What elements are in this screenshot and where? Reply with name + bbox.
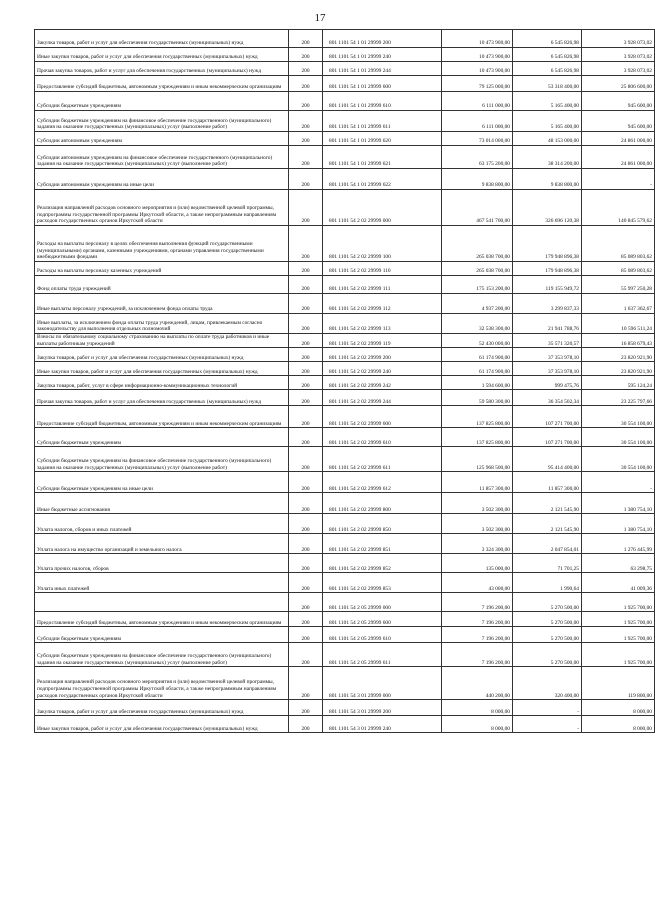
table-row	[35, 276, 655, 294]
row-code: 801 1101 54 2 02 29999 853	[323, 573, 442, 593]
row-amount-approved: 440 200,00	[442, 667, 513, 700]
row-name: Взносы по обязательному социальному страхованию на выплаты по оплате труда работников и иные выплаты работникам учреждений	[35, 334, 289, 348]
row-vid: 200	[289, 612, 323, 627]
row-code: 801 1101 54 2 02 29999 119	[323, 334, 442, 348]
row-amount-approved: 61 174 900,00	[442, 362, 513, 376]
row-vid: 200	[289, 716, 323, 733]
table-row	[35, 226, 655, 262]
row-amount-remaining: 30 554 100,00	[582, 428, 655, 447]
row-amount-remaining: 30 554 100,00	[582, 447, 655, 472]
row-code: 801 1101 54 2 02 29999 612	[323, 472, 442, 493]
table-row	[35, 132, 655, 146]
row-amount-approved: 10 473 900,00	[442, 48, 513, 62]
row-amount-remaining: 3 928 073,02	[582, 62, 655, 76]
row-name: Прочая закупка товаров, работ и услуг для обеспечения государственных (муниципальных) нужд	[35, 390, 289, 406]
row-amount-executed: 179 948 896,38	[513, 226, 582, 262]
row-vid: 200	[289, 667, 323, 700]
row-amount-remaining: 85 089 803,62	[582, 226, 655, 262]
row-amount-remaining: 8 000,00	[582, 700, 655, 716]
row-amount-approved: 1 594 600,00	[442, 376, 513, 390]
table-row	[35, 667, 655, 700]
row-amount-executed: 5 165 400,00	[513, 92, 582, 111]
row-code: 801 1101 54 2 02 29999 244	[323, 390, 442, 406]
row-amount-executed: 1 990,64	[513, 573, 582, 593]
row-amount-executed: 6 545 826,98	[513, 62, 582, 76]
row-code: 801 1101 54 2 02 29999 111	[323, 276, 442, 294]
row-code: 801 1101 54 2 02 29999 112	[323, 294, 442, 314]
row-vid: 200	[289, 573, 323, 593]
row-amount-approved: 11 857 300,00	[442, 472, 513, 493]
row-vid: 200	[289, 30, 323, 48]
row-vid: 200	[289, 447, 323, 472]
row-code: 801 1101 54 2 02 29999 852	[323, 554, 442, 573]
table-row	[35, 76, 655, 92]
row-amount-executed: 5 165 400,00	[513, 111, 582, 132]
page-number: 17	[314, 12, 326, 24]
row-code: 801 1101 54 2 05 29999 600	[323, 612, 442, 627]
row-code: 801 1101 54 2 02 29999 200	[323, 348, 442, 362]
row-name: Субсидии автономным учреждениям на финансовое обеспечение государственного (муниципального) задания на оказание государственных (муниципальных) услуг (выполнение работ)	[35, 146, 289, 169]
row-amount-executed: 2 121 545,90	[513, 514, 582, 534]
row-name: Иные закупки товаров, работ и услуг для обеспечения государственных (муниципальных) нужд	[35, 716, 289, 733]
row-vid: 200	[289, 132, 323, 146]
row-amount-approved: 4 937 200,00	[442, 294, 513, 314]
row-code: 801 1101 54 1 01 29999 621	[323, 146, 442, 169]
row-vid: 200	[289, 76, 323, 92]
table-row	[35, 390, 655, 406]
row-amount-executed: 38 314 200,00	[513, 146, 582, 169]
table-row	[35, 472, 655, 493]
row-amount-executed: 5 270 500,00	[513, 643, 582, 667]
row-name: Расходы на выплаты персоналу в целях обеспечения выполнения функций государственными (муниципальными) органами, казенными учреждениями, органами управления государственными внебюджетными фондами	[35, 226, 289, 262]
table-row	[35, 700, 655, 716]
row-vid: 200	[289, 700, 323, 716]
row-amount-approved: 9 838 800,00	[442, 169, 513, 190]
row-amount-approved: 265 038 700,00	[442, 262, 513, 276]
row-name: Закупка товаров, работ и услуг для обеспечения государственных (муниципальных) нужд	[35, 700, 289, 716]
row-amount-approved: 7 196 200,00	[442, 627, 513, 643]
row-amount-executed: 2 121 545,90	[513, 493, 582, 514]
table-row	[35, 146, 655, 169]
table-row	[35, 314, 655, 334]
table-row	[35, 716, 655, 733]
row-amount-remaining: 945 600,00	[582, 111, 655, 132]
table-row	[35, 294, 655, 314]
row-amount-remaining: 41 009,36	[582, 573, 655, 593]
table-row	[35, 92, 655, 111]
row-amount-approved: 137 825 800,00	[442, 428, 513, 447]
row-vid: 200	[289, 362, 323, 376]
row-name: Уплата налога на имущество организаций и земельного налога	[35, 534, 289, 554]
row-amount-executed: 107 271 700,00	[513, 406, 582, 428]
row-name: Предоставление субсидий бюджетным, автономным учреждениям и иным некоммерческим организациям	[35, 406, 289, 428]
row-code: 801 1101 54 2 02 29999 242	[323, 376, 442, 390]
row-code: 801 1101 54 1 01 29999 611	[323, 111, 442, 132]
row-code: 801 1101 54 2 02 29999 000	[323, 190, 442, 226]
row-vid: 200	[289, 111, 323, 132]
table-row	[35, 111, 655, 132]
row-name: Субсидии бюджетным учреждениям	[35, 627, 289, 643]
row-amount-executed: 53 318 400,00	[513, 76, 582, 92]
row-amount-remaining: 24 861 000,00	[582, 132, 655, 146]
row-amount-remaining: 23 820 921,90	[582, 348, 655, 362]
table-row	[35, 169, 655, 190]
row-name: Субсидии бюджетным учреждениям	[35, 92, 289, 111]
row-code: 801 1101 54 2 02 29999 611	[323, 447, 442, 472]
row-amount-executed: 37 353 978,10	[513, 348, 582, 362]
row-vid: 200	[289, 348, 323, 362]
row-amount-approved: 59 580 300,00	[442, 390, 513, 406]
row-amount-remaining: 1 637 362,67	[582, 294, 655, 314]
budget-execution-table	[34, 29, 655, 733]
row-amount-approved: 137 825 800,00	[442, 406, 513, 428]
row-amount-executed: 2 047 854,01	[513, 534, 582, 554]
row-vid: 200	[289, 226, 323, 262]
row-amount-remaining: 23 820 921,90	[582, 362, 655, 376]
row-code: 801 1101 54 2 02 29999 610	[323, 428, 442, 447]
row-code: 801 1101 54 2 05 29999 610	[323, 627, 442, 643]
row-amount-executed: 48 153 000,00	[513, 132, 582, 146]
row-amount-executed: 320 400,00	[513, 667, 582, 700]
row-code: 801 1101 54 3 01 29999 240	[323, 716, 442, 733]
row-vid: 200	[289, 62, 323, 76]
table-body	[35, 30, 655, 733]
row-name: Прочая закупка товаров, работ и услуг для обеспечения государственных (муниципальных) нужд	[35, 62, 289, 76]
row-code: 801 1101 54 1 01 29999 600	[323, 76, 442, 92]
table-row	[35, 262, 655, 276]
row-name: Иные бюджетные ассигнования	[35, 493, 289, 514]
row-amount-executed: 6 545 826,98	[513, 30, 582, 48]
row-amount-remaining: 945 600,00	[582, 92, 655, 111]
row-amount-executed: 3 299 837,33	[513, 294, 582, 314]
row-amount-approved: 467 541 700,00	[442, 190, 513, 226]
row-amount-approved: 73 014 000,00	[442, 132, 513, 146]
row-amount-approved: 125 968 500,00	[442, 447, 513, 472]
row-amount-remaining: 85 089 803,62	[582, 262, 655, 276]
row-amount-remaining: 1 925 700,00	[582, 593, 655, 612]
table-row	[35, 48, 655, 62]
row-amount-executed: 9 838 800,00	[513, 169, 582, 190]
row-amount-remaining: -	[582, 169, 655, 190]
row-name: Субсидии бюджетным учреждениям на иные цели	[35, 472, 289, 493]
row-name	[35, 593, 289, 612]
row-code: 801 1101 54 1 01 29999 244	[323, 62, 442, 76]
row-amount-approved: 175 153 200,00	[442, 276, 513, 294]
row-vid: 200	[289, 593, 323, 612]
row-amount-executed: 5 270 500,00	[513, 593, 582, 612]
table-row	[35, 627, 655, 643]
row-vid: 200	[289, 334, 323, 348]
row-amount-executed: 71 701,25	[513, 554, 582, 573]
row-amount-executed: 999 475,76	[513, 376, 582, 390]
row-amount-remaining: 1 380 754,10	[582, 493, 655, 514]
row-amount-approved: 10 473 900,00	[442, 30, 513, 48]
row-amount-remaining: 1 925 700,00	[582, 643, 655, 667]
table-row	[35, 593, 655, 612]
row-amount-executed: 6 545 826,98	[513, 48, 582, 62]
row-name: Субсидии бюджетным учреждениям	[35, 428, 289, 447]
row-amount-executed: 95 414 400,00	[513, 447, 582, 472]
row-name: Предоставление субсидий бюджетным, автономным учреждениям и иным некоммерческим организациям	[35, 612, 289, 627]
table-row	[35, 376, 655, 390]
table-row	[35, 514, 655, 534]
row-name: Уплата иных платежей	[35, 573, 289, 593]
row-amount-remaining: 140 845 579,62	[582, 190, 655, 226]
row-code: 801 1101 54 2 02 29999 851	[323, 534, 442, 554]
row-vid: 200	[289, 169, 323, 190]
table-row	[35, 493, 655, 514]
table-row	[35, 334, 655, 348]
row-name: Субсидии бюджетным учреждениям на финансовое обеспечение государственного (муниципального) задания на оказание государственных (муниципальных) услуг (выполнение работ)	[35, 111, 289, 132]
row-amount-remaining: 25 806 600,00	[582, 76, 655, 92]
row-amount-executed: 119 155 949,72	[513, 276, 582, 294]
row-amount-executed: 36 354 502,34	[513, 390, 582, 406]
row-name: Иные выплаты персоналу учреждений, за исключением фонда оплаты труда	[35, 294, 289, 314]
row-amount-approved: 8 000,00	[442, 700, 513, 716]
row-amount-approved: 79 125 000,00	[442, 76, 513, 92]
row-amount-remaining: 55 997 250,28	[582, 276, 655, 294]
row-amount-remaining: 1 925 700,00	[582, 627, 655, 643]
row-amount-remaining: 23 225 797,66	[582, 390, 655, 406]
row-amount-remaining: 30 554 100,00	[582, 406, 655, 428]
row-vid: 200	[289, 514, 323, 534]
row-amount-approved: 63 175 200,00	[442, 146, 513, 169]
row-amount-remaining: 1 380 754,10	[582, 514, 655, 534]
row-amount-executed: 326 696 120,38	[513, 190, 582, 226]
row-amount-approved: 3 502 300,00	[442, 493, 513, 514]
row-code: 801 1101 54 1 01 29999 240	[323, 48, 442, 62]
row-amount-approved: 7 196 200,00	[442, 593, 513, 612]
row-code: 801 1101 54 2 02 29999 113	[323, 314, 442, 334]
row-code: 801 1101 54 2 05 29999 000	[323, 593, 442, 612]
row-amount-remaining: -	[582, 472, 655, 493]
table-row	[35, 428, 655, 447]
row-amount-approved: 52 430 000,00	[442, 334, 513, 348]
row-amount-remaining: 10 596 511,24	[582, 314, 655, 334]
row-code: 801 1101 54 2 02 29999 850	[323, 514, 442, 534]
row-code: 801 1101 54 3 01 29999 000	[323, 667, 442, 700]
row-name: Реализация направлений расходов основного мероприятия и (или) ведомственной целевой программы, подпрограммы государственной программы Иркутской области, а также непрограммным направлениям расходов государственных органов Иркутской области	[35, 667, 289, 700]
row-amount-executed: 11 857 300,00	[513, 472, 582, 493]
row-code: 801 1101 54 2 02 29999 110	[323, 262, 442, 276]
row-vid: 200	[289, 493, 323, 514]
row-name: Уплата прочих налогов, сборов	[35, 554, 289, 573]
row-code: 801 1101 54 1 01 29999 200	[323, 30, 442, 48]
row-amount-approved: 32 538 300,00	[442, 314, 513, 334]
row-vid: 200	[289, 294, 323, 314]
row-amount-approved: 6 111 000,00	[442, 92, 513, 111]
row-vid: 200	[289, 390, 323, 406]
row-amount-remaining: 1 276 445,99	[582, 534, 655, 554]
row-name: Предоставление субсидий бюджетным, автономным учреждениям и иным некоммерческим организациям	[35, 76, 289, 92]
row-code: 801 1101 54 2 02 29999 800	[323, 493, 442, 514]
row-code: 801 1101 54 1 01 29999 620	[323, 132, 442, 146]
table-row	[35, 348, 655, 362]
row-amount-executed: 35 571 320,57	[513, 334, 582, 348]
row-amount-approved: 61 174 900,00	[442, 348, 513, 362]
table-row	[35, 406, 655, 428]
row-vid: 200	[289, 534, 323, 554]
row-amount-approved: 8 000,00	[442, 716, 513, 733]
row-amount-approved: 43 000,00	[442, 573, 513, 593]
table-row	[35, 534, 655, 554]
row-amount-remaining: 16 858 679,43	[582, 334, 655, 348]
row-amount-remaining: 63 298,75	[582, 554, 655, 573]
table-row	[35, 62, 655, 76]
table-row	[35, 362, 655, 376]
row-vid: 200	[289, 627, 323, 643]
row-code: 801 1101 54 2 02 29999 240	[323, 362, 442, 376]
row-vid: 200	[289, 276, 323, 294]
table-row	[35, 447, 655, 472]
row-vid: 200	[289, 190, 323, 226]
row-name: Закупка товаров, работ, услуг в сфере информационно-коммуникационных технологий	[35, 376, 289, 390]
row-amount-remaining: 595 124,24	[582, 376, 655, 390]
row-amount-approved: 6 111 000,00	[442, 111, 513, 132]
row-amount-executed: 21 941 788,76	[513, 314, 582, 334]
row-name: Субсидии бюджетным учреждениям на финансовое обеспечение государственного (муниципального) задания на оказание государственных (муниципальных) услуг (выполнение работ)	[35, 643, 289, 667]
row-code: 801 1101 54 2 02 29999 100	[323, 226, 442, 262]
row-name: Расходы на выплаты персоналу казенных учреждений	[35, 262, 289, 276]
row-vid: 200	[289, 262, 323, 276]
row-amount-approved: 7 196 200,00	[442, 612, 513, 627]
row-amount-executed: -	[513, 700, 582, 716]
table-row	[35, 643, 655, 667]
row-vid: 200	[289, 314, 323, 334]
row-code: 801 1101 54 2 05 29999 611	[323, 643, 442, 667]
row-code: 801 1101 54 1 01 29999 610	[323, 92, 442, 111]
row-amount-approved: 265 038 700,00	[442, 226, 513, 262]
row-vid: 200	[289, 48, 323, 62]
row-amount-remaining: 24 861 000,00	[582, 146, 655, 169]
row-name: Фонд оплаты труда учреждений	[35, 276, 289, 294]
table-row	[35, 30, 655, 48]
row-amount-approved: 3 324 300,00	[442, 534, 513, 554]
row-amount-remaining: 3 928 073,02	[582, 30, 655, 48]
table-row	[35, 612, 655, 627]
row-amount-executed: 5 270 500,00	[513, 612, 582, 627]
row-vid: 200	[289, 146, 323, 169]
row-name: Субсидии автономным учреждениям	[35, 132, 289, 146]
row-vid: 200	[289, 406, 323, 428]
table-row	[35, 190, 655, 226]
row-code: 801 1101 54 1 01 29999 622	[323, 169, 442, 190]
row-name: Уплата налогов, сборов и иных платежей	[35, 514, 289, 534]
row-vid: 200	[289, 554, 323, 573]
row-vid: 200	[289, 92, 323, 111]
row-amount-approved: 135 000,00	[442, 554, 513, 573]
row-name: Закупка товаров, работ и услуг для обеспечения государственных (муниципальных) нужд	[35, 348, 289, 362]
row-vid: 200	[289, 376, 323, 390]
row-name: Иные выплаты, за исключением фонда оплаты труда учреждений, лицам, привлекаемым согласно законодательству для выполнения отдельных полномочий	[35, 314, 289, 334]
row-name: Закупка товаров, работ и услуг для обеспечения государственных (муниципальных) нужд	[35, 30, 289, 48]
row-amount-executed: 179 948 896,38	[513, 262, 582, 276]
row-amount-executed: -	[513, 716, 582, 733]
row-name: Иные закупки товаров, работ и услуг для обеспечения государственных (муниципальных) нужд	[35, 362, 289, 376]
row-amount-remaining: 119 800,00	[582, 667, 655, 700]
table-row	[35, 573, 655, 593]
row-code: 801 1101 54 2 02 29999 600	[323, 406, 442, 428]
row-name: Реализация направлений расходов основного мероприятия и (или) ведомственной целевой программы, подпрограммы государственной программы Иркутской области, а также непрограммным направлениям расходов государственных органов Иркутской области	[35, 190, 289, 226]
table-row	[35, 554, 655, 573]
row-name: Субсидии автономным учреждениям на иные цели	[35, 169, 289, 190]
row-vid: 200	[289, 643, 323, 667]
row-amount-executed: 5 270 500,00	[513, 627, 582, 643]
row-name: Иные закупки товаров, работ и услуг для обеспечения государственных (муниципальных) нужд	[35, 48, 289, 62]
row-amount-executed: 37 353 978,10	[513, 362, 582, 376]
row-vid: 200	[289, 472, 323, 493]
row-name: Субсидии бюджетным учреждениям на финансовое обеспечение государственного (муниципального) задания на оказание государственных (муниципальных) услуг (выполнение работ)	[35, 447, 289, 472]
row-amount-executed: 107 271 700,00	[513, 428, 582, 447]
row-amount-remaining: 3 928 073,02	[582, 48, 655, 62]
row-amount-remaining: 1 925 700,00	[582, 612, 655, 627]
row-amount-approved: 3 502 300,00	[442, 514, 513, 534]
row-amount-approved: 7 196 200,00	[442, 643, 513, 667]
row-vid: 200	[289, 428, 323, 447]
row-amount-remaining: 8 000,00	[582, 716, 655, 733]
row-amount-approved: 10 473 900,00	[442, 62, 513, 76]
row-code: 801 1101 54 3 01 29999 200	[323, 700, 442, 716]
